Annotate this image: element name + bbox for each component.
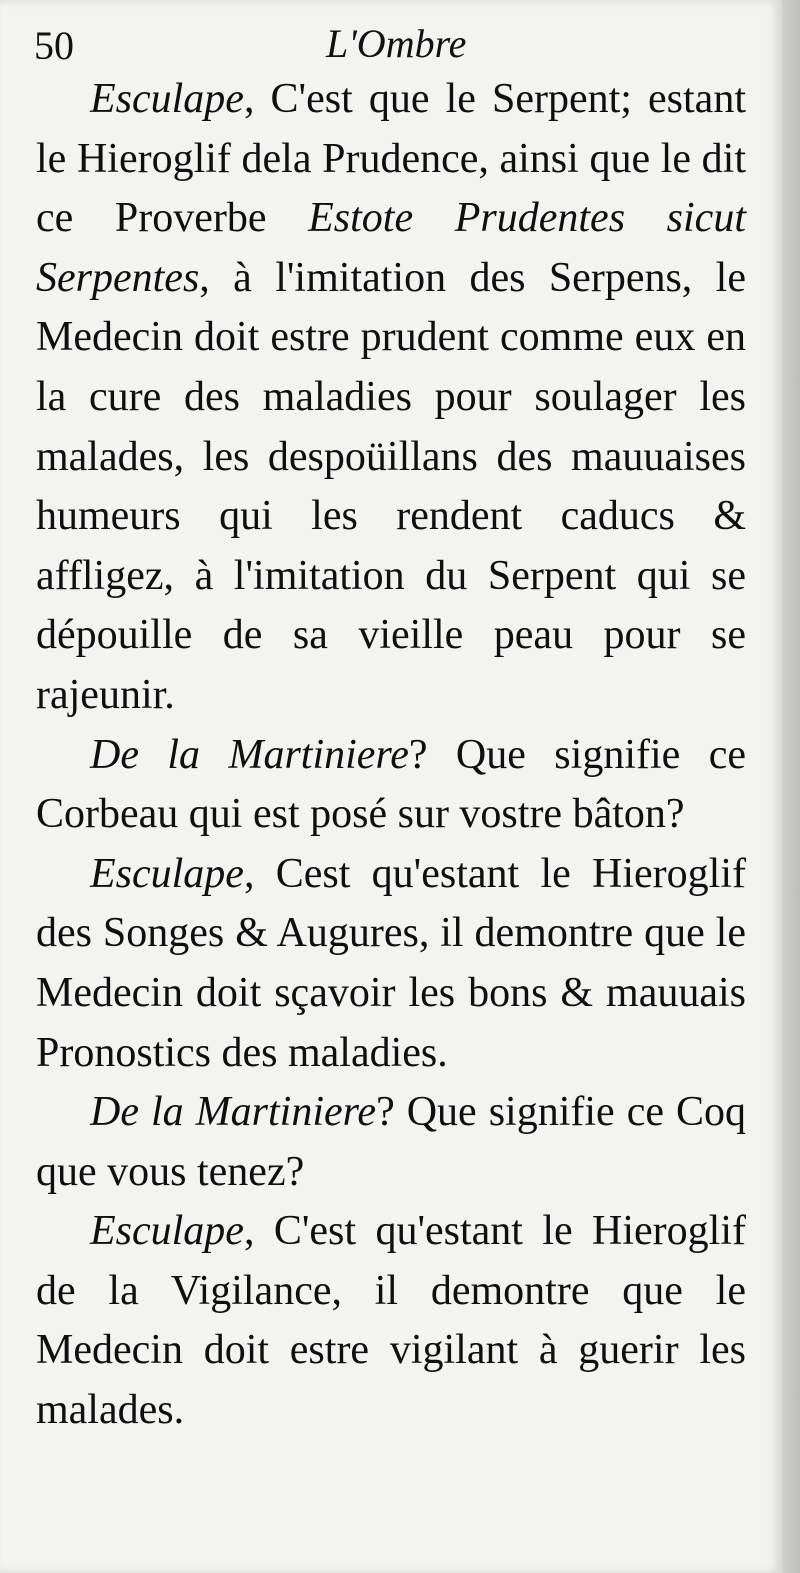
paragraph-text: ? Que signifie ce Coq que vous tenez?	[36, 1089, 746, 1195]
running-title: L'Ombre	[326, 21, 467, 66]
paragraph-martiniere-coq	[36, 1083, 746, 1202]
speaker-name: Esculape	[90, 850, 244, 897]
paragraph-esculape-corbeau	[36, 845, 746, 1083]
page-number: 50	[34, 23, 74, 68]
speaker-name: De la Martiniere	[90, 731, 409, 778]
latin-proverb: Estote Prudentes sicut Serpentes	[36, 195, 746, 301]
paragraph-text: , C'est que le Serpent; estant le Hieroglif dela Prudence, ainsi que le dit ce Proverbe	[36, 76, 746, 242]
paragraph-martiniere-corbeau	[36, 726, 746, 845]
speaker-name: Esculape	[90, 76, 244, 122]
paragraph-text: ? Que signifie ce Corbeau qui est posé sur vostre bâton?	[36, 731, 746, 838]
speaker-name: De la Martiniere	[90, 1089, 377, 1136]
paragraph-text: , C'est qu'estant le Hieroglif de la Vigilance, il demontre que le Medecin doit estre vigilant à guerir les malades.	[36, 1208, 746, 1434]
body-text	[36, 70, 746, 1441]
page-edge-shadow	[782, 0, 800, 1573]
paragraph-text: , à l'imitation des Serpens, le Medecin doit estre prudent comme eux en la cure des maladies pour soulager les malades, les despoüillans des mauuaises humeurs qui les rendent caducs & affligez, à l'imitation du Serpent qui se dépouille de sa vieille peau pour se rajeunir.	[36, 254, 746, 718]
paragraph-esculape-coq	[36, 1202, 746, 1440]
page-header	[34, 18, 764, 70]
paragraph-text: , Cest qu'estant le Hieroglif des Songes & Augures, il demontre que le Medecin doit sçavoir les bons & mauuais Pronostics des maladies.	[36, 850, 746, 1076]
speaker-name: Esculape	[90, 1208, 244, 1255]
paragraph-esculape-serpent	[36, 70, 746, 726]
